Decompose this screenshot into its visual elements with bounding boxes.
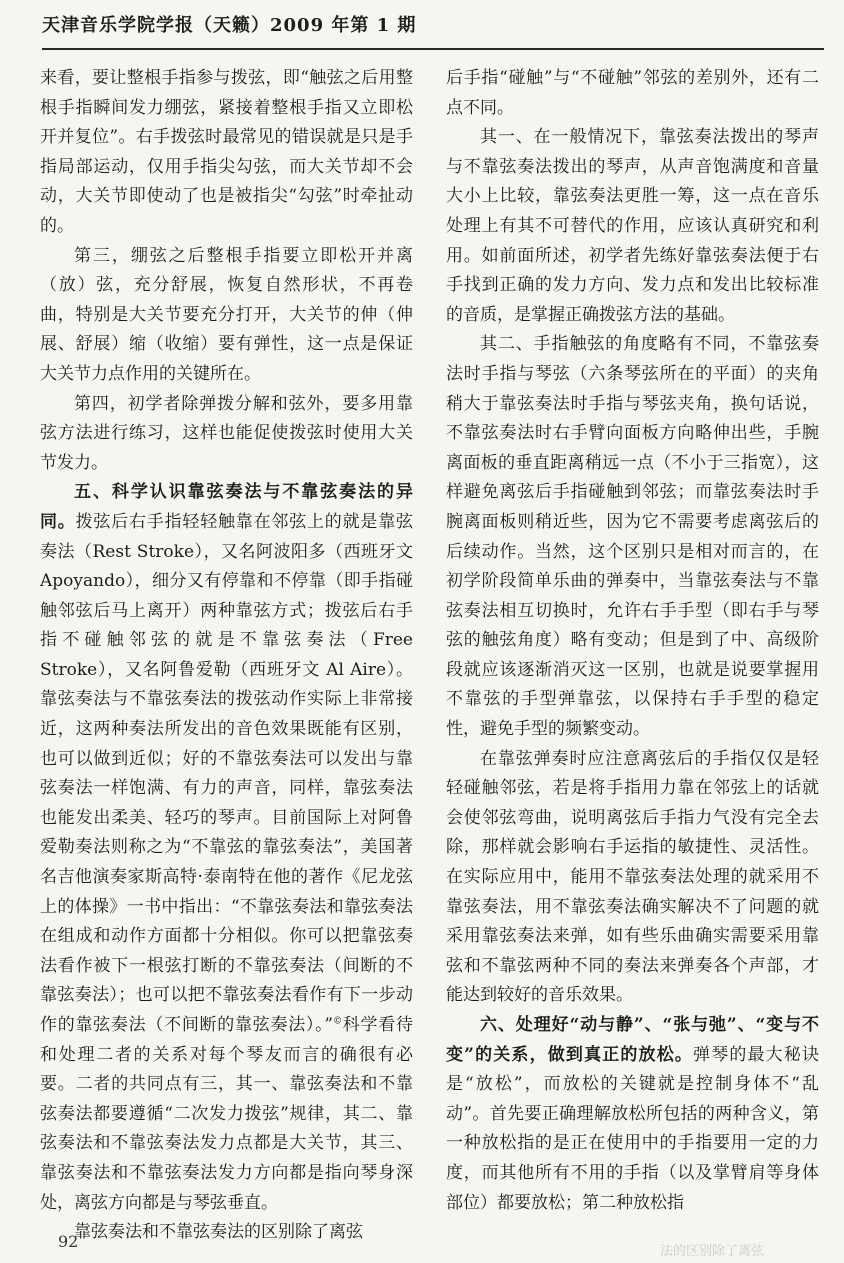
journal-title: 天津音乐学院学报（天籁）2009 年第 1 期 (42, 15, 417, 36)
paragraph: 在靠弦弹奏时应注意离弦后的手指仅仅是轻轻碰触邻弦，若是将手指用力靠在邻弦上的话就会使邻弦弯曲，说明离弦后手指力气没有完全去除，那样就会影响右手运指的敏捷性、灵活性。在实际应用中，能用不靠弦奏法处理的就采用不靠弦奏法，用不靠弦奏法确实解决不了问题的就采用靠弦奏法来弹，如有些乐曲确实需要采用靠弦和不靠弦两种不同的奏法来弹奏各个声部，才能达到较好的音乐效果。 (446, 748, 819, 1006)
paragraph: 第三，绷弦之后整根手指要立即松开并离（放）弦，充分舒展，恢复自然形状，不再卷曲，特别是大关节要充分打开，大关节的伸（伸展、舒展）缩（收缩）要有弹性，这一点是保证大关节力点作用的关键所在。 (40, 245, 413, 384)
paragraph: 其二、手指触弦的角度略有不同，不靠弦奏法时手指与琴弦（六条琴弦所在的平面）的夹角稍大于靠弦奏法时手指与琴弦夹角，换句话说，不靠弦奏法时右手臂向面板方向略伸出些，手腕离面板的垂直距离稍远一点（不小于三指宽），这样避免离弦后手指碰触到邻弦；而靠弦奏法时手腕离面板则稍近些，因为它不需要考虑离弦后的后续动作。当然，这个区别只是相对而言的，在初学阶段简单乐曲的弹奏中，当靠弦奏法与不靠弦奏法相互切换时，允许右手手型（即右手与琴弦的触弦角度）略有变动；但是到了中、高级阶段就应该逐渐消灭这一区别，也就是说要掌握用不靠弦的手型弹靠弦，以保持右手手型的稳定性，避免手型的频繁变动。 (446, 334, 819, 740)
right-column (446, 64, 819, 1218)
section-heading: 五、科学认识靠弦奏法与不靠弦奏法的异同。 (40, 482, 413, 532)
paragraph: 靠弦奏法和不靠弦奏法的区别除了离弦 (74, 1222, 363, 1243)
section-six-paragraph (446, 1011, 819, 1218)
paragraph: 其一、在一般情况下，靠弦奏法拨出的琴声与不靠弦奏法拨出的琴声，从声音饱满度和音量大小上比较，靠弦奏法更胜一筹，这一点在音乐处理上有其不可替代的作用，应该认真研究和利用。如前面所述，初学者先练好靠弦奏法便于右手找到正确的发力方向、发力点和发出比较标准的音质，是掌握正确拨弦方法的基础。 (446, 127, 819, 325)
paragraph: 第四，初学者除弹拨分解和弦外，要多用靠弦方法进行练习，这样也能促使拨弦时使用大关节发力。 (40, 393, 413, 473)
footnote-marker: © (333, 1016, 343, 1027)
section-five-paragraph (40, 478, 413, 1218)
header-rule (42, 48, 824, 50)
section-heading: 六、处理好“动与静”、“张与弛”、“变与不变”的关系，做到真正的放松。 (446, 1015, 819, 1065)
running-header (42, 14, 824, 44)
paragraph-body: 弹琴的最大秘诀是“放松”，而放松的关键就是控制身体不“乱动”。首先要正确理解放松所包括的两种含义，第一种放松指的是正在使用中的手指要用一定的力度，而其他所有不用的手指（以及掌臂肩等身体部位）都要放松；第二种放松指 (446, 1044, 819, 1213)
paragraph: 来看，要让整根手指参与拨弦，即“触弦之后用整根手指瞬间发力绷弦，紧接着整根手指又立即松开并复位”。右手拨弦时最常见的错误就是只是手指局部运动，仅用手指尖勾弦，而大关节却不会动，大关节即使动了也是被指尖“勾弦”时牵扯动的。 (40, 68, 413, 236)
page-number: 92 (58, 1232, 79, 1251)
bleed-through-text: 法的区别除了离弦 (660, 1244, 765, 1259)
paragraph-body: 拨弦后右手指轻轻触靠在邻弦上的就是靠弦奏法（Rest Stroke），又名阿波阳多（西班牙文 Apoyando），细分又有停靠和不停靠（即手指碰触邻弦后马上离开）两种靠弦方式；拨弦后右手指不碰触邻弦的就是不靠弦奏法（Free Stroke），又名阿鲁爱勒（西班牙文 Al Aire）。靠弦奏法与不靠弦奏法的拨弦动作实际上非常接近，这两种奏法所发出的音色效果既能有区别，也可以做到近似；好的不靠弦奏法可以发出与靠弦奏法一样饱满、有力的声音，同样，靠弦奏法也能发出柔美、轻巧的琴声。目前国际上对阿鲁爱勒奏法则称之为“不靠弦的靠弦奏法”，美国著名吉他演奏家斯高特·泰南特在他的著作《尼龙弦上的体操》一书中指出：“不靠弦奏法和靠弦奏法在组成和动作方面都十分相似。你可以把靠弦奏法看作被下一根弦打断的不靠弦奏法（间断的不靠弦奏法）；也可以把不靠弦奏法看作有下一步动作的靠弦奏法（不间断的靠弦奏法）。” (40, 511, 414, 1035)
paragraph-body-tail: 科学看待和处理二者的关系对每个琴友而言的确很有必要。二者的共同点有三，其一、靠弦奏法和不靠弦奏法都要遵循“二次发力拨弦”规律，其二、靠弦奏法和不靠弦奏法发力点都是大关节，其三、靠弦奏法和不靠弦奏法发力方向都是指向琴身深处，离弦方向都是与琴弦垂直。 (40, 1015, 413, 1213)
paragraph: 后手指“碰触”与“不碰触”邻弦的差别外，还有二点不同。 (446, 68, 819, 118)
left-column (40, 64, 413, 1248)
